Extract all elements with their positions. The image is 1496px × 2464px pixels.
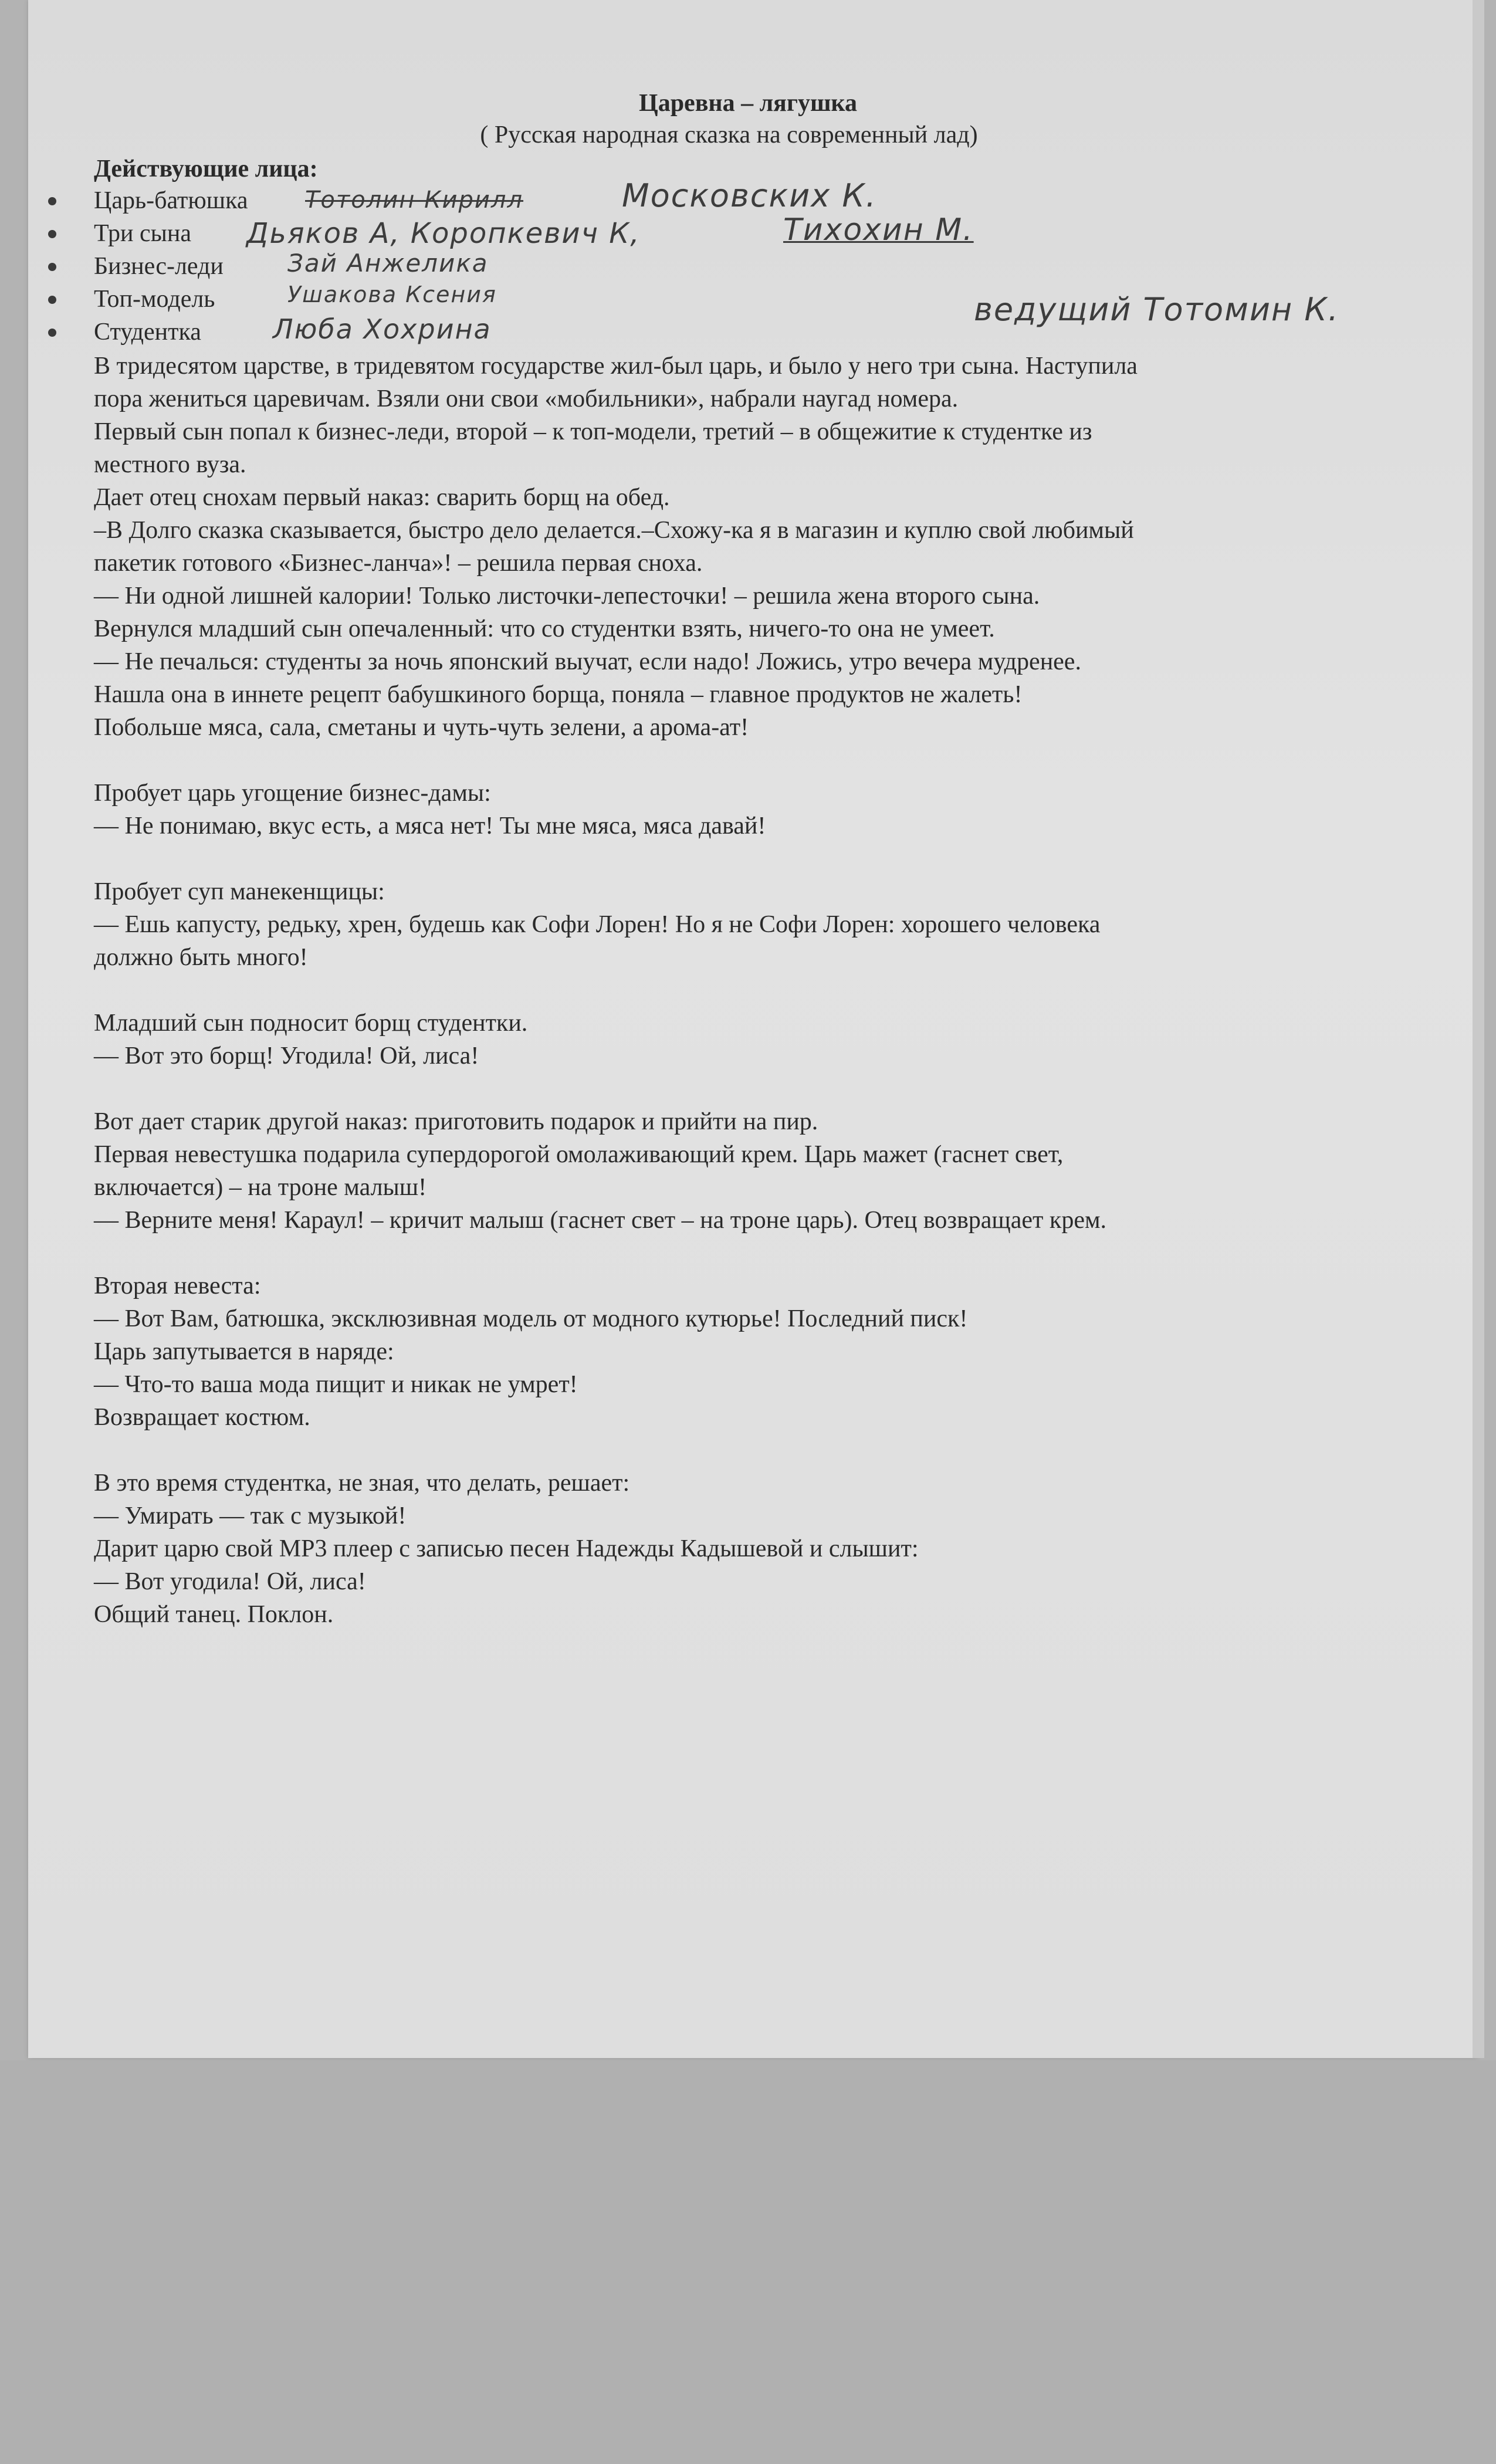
page-title: Царевна – лягушка	[639, 90, 857, 117]
story-line: Первая невестушка подарила супердорогой омолаживающий крем. Царь мажет (гаснет свет,	[94, 1141, 1064, 1168]
cast-role: Топ-модель	[94, 286, 215, 313]
story-line: Вторая невеста:	[94, 1272, 261, 1299]
handwritten-struck-name: Тотолин Кирилл	[305, 187, 524, 214]
story-line: Царь запутывается в наряде:	[94, 1338, 394, 1365]
cast-role: Студентка	[94, 319, 201, 346]
story-line: — Вот угодила! Ой, лиса!	[94, 1568, 366, 1595]
handwritten-note: ведущий Тотомин К.	[974, 291, 1339, 328]
story-line: Побольше мяса, сала, сметаны и чуть-чуть зелени, а арома-ат!	[94, 714, 749, 741]
story-line: Вернулся младший сын опечаленный: что со студентки взять, ничего-то она не умеет.	[94, 615, 995, 642]
handwritten-name: Ушакова Ксения	[287, 282, 497, 307]
cast-role: Три сына	[94, 220, 192, 247]
story-line: — Не понимаю, вкус есть, а мяса нет! Ты мне мяса, мяса давай!	[94, 813, 766, 840]
blank-line	[94, 1434, 1326, 1467]
handwritten-name: Зай Анжелика	[287, 249, 489, 277]
handwritten-name: Московских К.	[622, 177, 877, 214]
handwritten-underlined-name: Тихохин М.	[783, 212, 974, 248]
story-line: Дает отец снохам первый наказ: сварить борщ на обед.	[94, 484, 670, 511]
cast-item-tsar	[0, 177, 1408, 219]
story-line: Пробует царь угощение бизнес-дамы:	[94, 780, 491, 807]
story-line: Вот дает старик другой наказ: приготовить подарок и прийти на пир.	[94, 1108, 818, 1135]
bullet-icon	[48, 296, 56, 304]
story-line: — Ешь капусту, редьку, хрен, будешь как Софи Лорен! Но я не Софи Лорен: хорошего человека	[94, 911, 1101, 938]
story-line: пора жениться царевичам. Взяли они свои «мобильники», набрали наугад номера.	[94, 385, 959, 412]
handwritten-name: Дьяков А, Коропкевич К,	[246, 217, 641, 250]
sheet-edge-shadow	[1473, 0, 1484, 2058]
story-line: Общий танец. Поклон.	[94, 1601, 334, 1628]
story-line: — Умирать — так с музыкой!	[94, 1502, 407, 1529]
story-line: Младший сын подносит борщ студентки.	[94, 1010, 528, 1037]
bullet-icon	[48, 263, 56, 271]
page-subtitle: ( Русская народная сказка на современный лад)	[480, 121, 978, 148]
story-line: Возвращает костюм.	[94, 1404, 310, 1431]
story-line: — Вот Вам, батюшка, эксклюзивная модель от модного кутюрье! Последний писк!	[94, 1305, 968, 1332]
story-line: местного вуза.	[94, 451, 246, 478]
story-line: Первый сын попал к бизнес-леди, второй – к топ-модели, третий – в общежитие к студентке из	[94, 418, 1092, 445]
cast-heading: Действующие лица:	[94, 155, 318, 182]
blank-line	[94, 744, 1326, 777]
story-line: — Что-то ваша мода пищит и никак не умрет!	[94, 1371, 578, 1398]
cast-role: Царь-батюшка	[94, 187, 248, 214]
story-line: включается) – на троне малыш!	[94, 1174, 427, 1201]
blank-line	[94, 842, 1326, 875]
bullet-icon	[48, 329, 56, 337]
story-line: В тридесятом царстве, в тридевятом государстве жил-был царь, и было у него три сына. Наступила	[94, 353, 1138, 380]
blank-line	[94, 1237, 1326, 1270]
story-line: Дарит царю свой MP3 плеер с записью песен Надежды Кадышевой и слышит:	[94, 1535, 919, 1562]
story-line: — Верните меня! Караул! – кричит малыш (гаснет свет – на троне царь). Отец возвращает крем.	[94, 1207, 1107, 1234]
story-line: Пробует суп манекенщицы:	[94, 878, 385, 905]
bullet-icon	[48, 197, 56, 205]
blank-line	[94, 1072, 1326, 1105]
story-line: должно быть много!	[94, 944, 308, 971]
story-line: –В Долго сказка сказывается, быстро дело делается.–Схожу-ка я в магазин и куплю свой любимый	[94, 517, 1134, 544]
story-line: Нашла она в иннете рецепт бабушкиного борща, поняла – главное продуктов не жалеть!	[94, 681, 1023, 708]
story-line: — Вот это борщ! Угодила! Ой, лиса!	[94, 1043, 479, 1069]
handwritten-name: Люба Хохрина	[273, 313, 492, 345]
story-line: — Ни одной лишней калории! Только листочки-лепесточки! – решила жена второго сына.	[94, 583, 1040, 610]
scanner-background	[0, 2060, 1496, 2464]
story-text	[94, 350, 1326, 1631]
cast-item-sons	[0, 212, 1408, 252]
bullet-icon	[48, 230, 56, 238]
story-line: В это время студентка, не зная, что делать, решает:	[94, 1470, 630, 1497]
blank-line	[94, 974, 1326, 1007]
story-line: пакетик готового «Бизнес-ланча»! – решила первая сноха.	[94, 550, 703, 577]
story-line: — Не печалься: студенты за ночь японский выучат, если надо! Ложись, утро вечера мудренее.	[94, 648, 1081, 675]
cast-item-business-lady	[0, 249, 1408, 285]
cast-role: Бизнес-леди	[94, 253, 224, 280]
